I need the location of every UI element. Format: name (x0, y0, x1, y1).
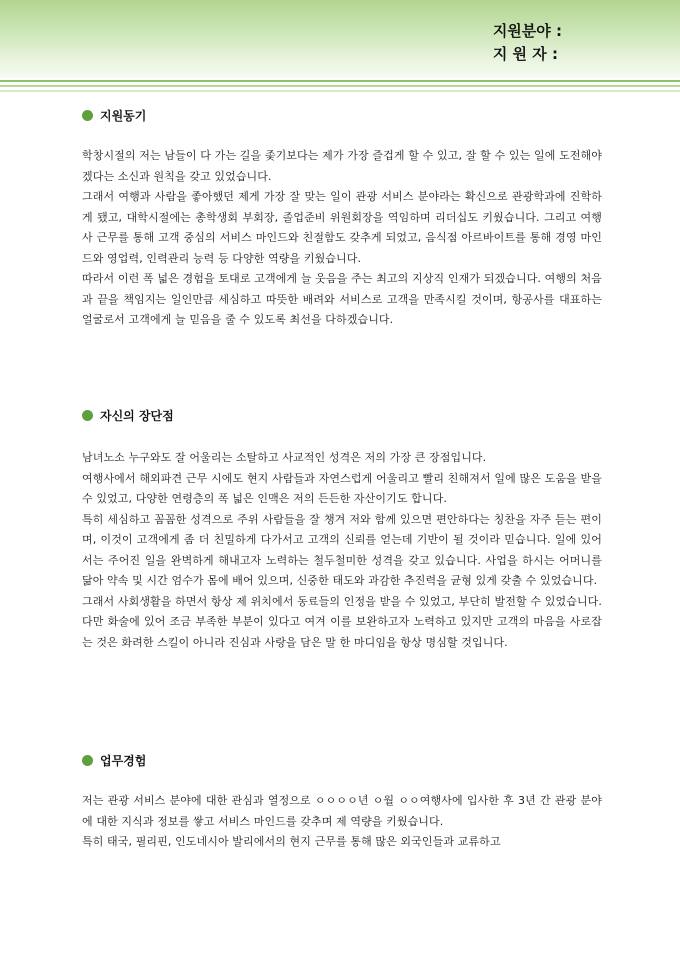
section-heading (82, 106, 602, 124)
paragraph: 학창시절의 저는 남들이 다 가는 길을 좇기보다는 제가 가장 즐겁게 할 수 있고, 잘 할 수 있는 일에 도전해야겠다는 소신과 원칙을 갖고 있었습니다. (82, 149, 602, 183)
section-heading (82, 406, 602, 424)
section-body (82, 791, 602, 853)
header-divider (0, 85, 680, 87)
paragraph: 특히 세심하고 꼼꼼한 성격으로 주위 사람들을 잘 챙겨 저와 함께 있으면 편안하다는 칭찬을 자주 듣는 편이며, 이것이 고객에게 좀 더 친밀하게 다가서고 고객의 신뢰를 얻는데 기반이 될 것이라 믿습니다. 일에 있어서는 주어진 일을 완벽하게 해내고자 노력하는 철두철미한 성격을 갖고 있습니다. 사업을 하시는 어머니를 닮아 약속 및 시간 엄수가 몸에 배어 있으며, 신중한 태도와 과감한 추진력을 균형 있게 갖출 수 있었습니다. (82, 512, 602, 587)
section-body (82, 448, 602, 653)
section-strengths-weaknesses (82, 406, 602, 649)
section-heading (82, 751, 602, 769)
section-work-experience (82, 751, 602, 848)
section-title: 자신의 장단점 (100, 408, 174, 423)
bullet-icon (82, 410, 93, 421)
paragraph: 그래서 사회생활을 하면서 항상 제 위치에서 동료들의 인정을 받을 수 있었고, 부단히 발전할 수 있었습니다. 다만 화술에 있어 조금 부족한 부분이 있다고 여겨 이를 보완하고자 노력하고 있지만 고객의 마음을 사로잡는 것은 화려한 스킬이 아니라 진심과 사랑을 담은 말 한 마디임을 항상 명심할 것입니다. (82, 594, 602, 649)
paragraph: 여행사에서 해외파견 근무 시에도 현지 사람들과 자연스럽게 어울리고 빨리 친해져서 일에 많은 도움을 받을 수 있었고, 다양한 연령층의 폭 넓은 인맥은 저의 든든한 자산이기도 합니다. (82, 471, 602, 505)
paragraph: 따라서 이런 폭 넓은 경험을 토대로 고객에게 늘 웃음을 주는 최고의 지상직 인재가 되겠습니다. 여행의 처음과 끝을 책임지는 일인만큼 세심하고 따뜻한 배려와 서비스로 고객을 만족시킬 것이며, 항공사를 대표하는 얼굴로서 고객에게 늘 믿음을 줄 수 있도록 최선을 다하겠습니다. (82, 272, 602, 326)
bullet-icon (82, 755, 93, 766)
paragraph: 특히 태국, 필리핀, 인도네시아 발리에서의 현지 근무를 통해 많은 외국인들과 교류하고 (82, 835, 501, 848)
paragraph: 남녀노소 누구와도 잘 어울리는 소탈하고 사교적인 성격은 저의 가장 큰 장점입니다. (82, 451, 487, 464)
header-divider (0, 80, 680, 82)
bullet-icon (82, 110, 93, 121)
header-band (0, 0, 680, 78)
header-fields (493, 20, 562, 66)
applicant-label: 지 원 자 : (492, 45, 558, 63)
section-motivation (82, 106, 602, 326)
field-label: 지원분야 : (492, 22, 562, 40)
section-title: 지원동기 (100, 108, 147, 123)
section-title: 업무경험 (100, 753, 147, 768)
header-divider (0, 90, 680, 92)
paragraph: 저는 관광 서비스 분야에 대한 관심과 열정으로 ㅇㅇㅇㅇ년 ㅇ월 ㅇㅇ여행사에 입사한 후 3년 간 관광 분야에 대한 지식과 정보를 쌓고 서비스 마인드를 갖추며 제 역량을 키웠습니다. (82, 794, 602, 828)
paragraph: 그래서 여행과 사람을 좋아했던 제게 가장 잘 맞는 일이 관광 서비스 분야라는 확신으로 관광학과에 진학하게 됐고, 대학시절에는 총학생회 부회장, 졸업준비 위원회장을 역임하며 리더십도 키웠습니다. 그리고 여행사 근무를 통해 고객 중심의 서비스 마인드와 친절함도 갖추게 되었고, 음식점 아르바이트를 통해 경영 마인드와 영업력, 인력관리 능력 등 다양한 역량을 키웠습니다. (82, 190, 602, 265)
section-body (82, 146, 602, 331)
